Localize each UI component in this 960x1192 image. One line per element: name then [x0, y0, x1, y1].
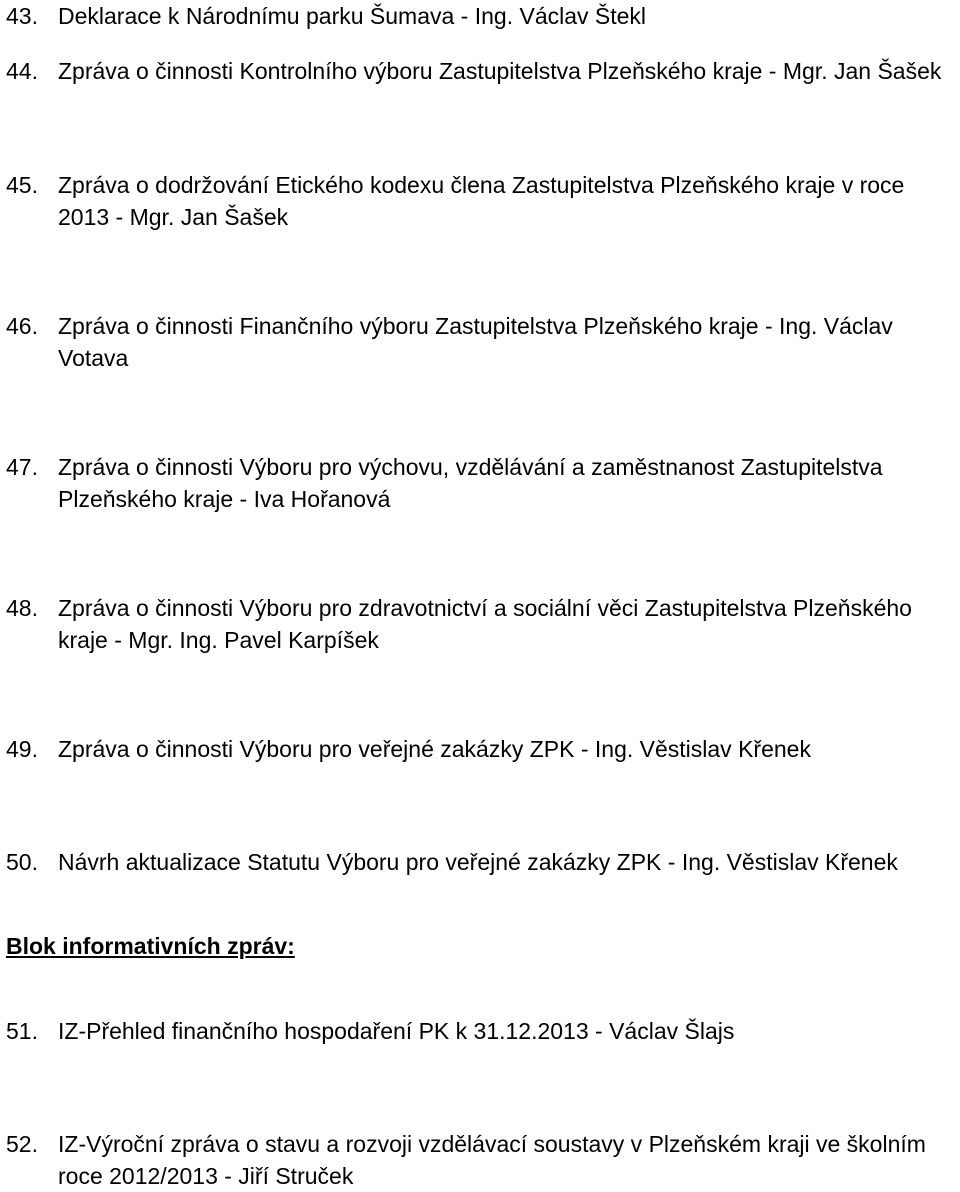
list-item — [6, 55, 956, 87]
item-text: IZ-Přehled finančního hospodaření PK k 31.12.2013 - Václav Šlajs — [58, 1018, 735, 1044]
list-item — [6, 1015, 956, 1047]
list-item — [6, 846, 956, 878]
item-text: IZ-Výroční zpráva o stavu a rozvoji vzdělávací soustavy v Plzeňském kraji ve školním roce 2012/2013 - Jiří Struček — [58, 1131, 926, 1189]
item-number: 50. — [6, 849, 38, 875]
item-number: 48. — [6, 595, 38, 621]
item-text: Zpráva o činnosti Výboru pro výchovu, vzdělávání a zaměstnanost Zastupitelstva Plzeňského kraje - Iva Hořanová — [58, 454, 883, 512]
list-item — [6, 169, 956, 233]
item-number: 49. — [6, 736, 38, 762]
item-text: Zpráva o činnosti Výboru pro zdravotnictví a sociální věci Zastupitelstva Plzeňského kraje - Mgr. Ing. Pavel Karpíšek — [58, 595, 912, 653]
item-text: Zpráva o činnosti Výboru pro veřejné zakázky ZPK - Ing. Věstislav Křenek — [58, 736, 811, 762]
list-item — [6, 0, 956, 32]
item-text: Deklarace k Národnímu parku Šumava - Ing. Václav Štekl — [58, 3, 647, 29]
item-number: 44. — [6, 58, 38, 84]
item-number: 51. — [6, 1018, 38, 1044]
item-text: Zpráva o činnosti Finančního výboru Zastupitelstva Plzeňského kraje - Ing. Václav Votava — [58, 313, 893, 371]
list-item — [6, 451, 956, 515]
item-number: 47. — [6, 454, 38, 480]
item-number: 46. — [6, 313, 38, 339]
list-item — [6, 592, 956, 656]
item-text: Návrh aktualizace Statutu Výboru pro veřejné zakázky ZPK - Ing. Věstislav Křenek — [58, 849, 898, 875]
list-item — [6, 310, 956, 374]
list-item — [6, 1128, 956, 1192]
item-text: Zpráva o činnosti Kontrolního výboru Zastupitelstva Plzeňského kraje - Mgr. Jan Šašek — [58, 58, 942, 84]
item-number: 45. — [6, 172, 38, 198]
list-item — [6, 733, 956, 765]
item-text: Zpráva o dodržování Etického kodexu člena Zastupitelstva Plzeňského kraje v roce 2013 - Mgr. Jan Šašek — [58, 172, 905, 230]
section-heading: Blok informativních zpráv: — [6, 933, 295, 959]
item-number: 52. — [6, 1131, 38, 1157]
item-number: 43. — [6, 3, 38, 29]
